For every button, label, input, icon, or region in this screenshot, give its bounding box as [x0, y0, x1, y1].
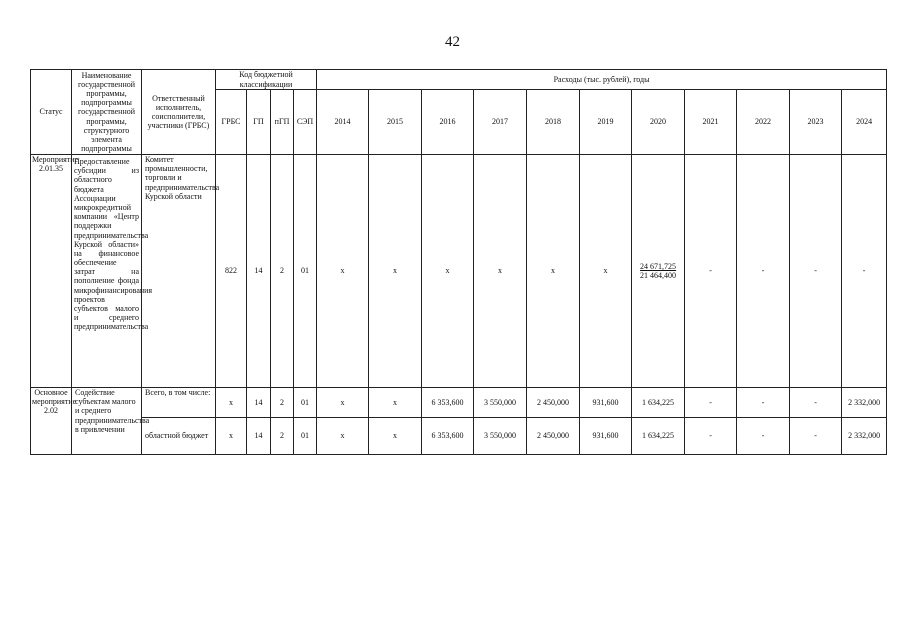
value-2020-new: 21 464,400	[640, 271, 677, 280]
row-status: Основное мероприятие 2.02	[31, 388, 72, 455]
row-value: -	[737, 418, 790, 455]
header-responsible: Ответственный исполнитель, соисполнители, участники (ГРБС)	[142, 70, 216, 155]
header-year: 2021	[685, 90, 737, 155]
header-code-group: Код бюджетной классификации	[216, 70, 317, 90]
header-year: 2022	[737, 90, 790, 155]
row-code-gp: 14	[247, 155, 271, 388]
row-value: 6 353,600	[422, 418, 474, 455]
header-year: 2017	[474, 90, 527, 155]
row-code-pgp: 2	[271, 155, 294, 388]
row-code-pgp: 2	[271, 418, 294, 455]
header-code-gp: ГП	[247, 90, 271, 155]
row-value: -	[737, 388, 790, 418]
row-value: 2 332,000	[842, 418, 887, 455]
header-year: 2019	[580, 90, 632, 155]
row-responsible: Комитет промышленности, торговли и предпринимательства Курской области	[142, 155, 216, 388]
header-code-pgp: пГП	[271, 90, 294, 155]
row-code-grbs: x	[216, 388, 247, 418]
header-year: 2014	[317, 90, 369, 155]
row-value: 3 550,000	[474, 388, 527, 418]
row-value: -	[685, 418, 737, 455]
row-responsible: Всего, в том числе:	[142, 388, 216, 418]
row-value: 2 332,000	[842, 388, 887, 418]
header-year: 2023	[790, 90, 842, 155]
header-name: Наименование государственной программы, подпрограммы государственной программы, структурного элемента подпрограммы	[72, 70, 142, 155]
row-value: -	[737, 155, 790, 388]
row-value: -	[790, 388, 842, 418]
row-value: x	[317, 155, 369, 388]
row-value: x	[369, 418, 422, 455]
row-name: Предоставление субсидии из областного бюджета Ассоциации микрокредитной компании «Центр поддержки предпринимательства Курской области» на финансовое обеспечение затрат на пополнение фонда микрофинансирования проектов субъектов малого и среднего предпринимательства	[72, 155, 142, 388]
row-value: x	[369, 388, 422, 418]
row-value: x	[317, 388, 369, 418]
row-code-sep: 01	[294, 155, 317, 388]
row-code-grbs: 822	[216, 155, 247, 388]
page-number: 42	[445, 34, 460, 50]
header-year: 2015	[369, 90, 422, 155]
row-value: x	[474, 155, 527, 388]
header-year: 2016	[422, 90, 474, 155]
row-value: x	[369, 155, 422, 388]
row-value: 931,600	[580, 388, 632, 418]
row-code-grbs: x	[216, 418, 247, 455]
header-code-grbs: ГРБС	[216, 90, 247, 155]
row-value: 6 353,600	[422, 388, 474, 418]
row-status: Мероприятие 2.01.35	[31, 155, 72, 388]
row-code-sep: 01	[294, 388, 317, 418]
row-value: 3 550,000	[474, 418, 527, 455]
row-code-sep: 01	[294, 418, 317, 455]
table-row	[31, 418, 887, 455]
row-value: x	[317, 418, 369, 455]
header-code-sep: СЭП	[294, 90, 317, 155]
row-value: 2 450,000	[527, 388, 580, 418]
row-name: Содействие субъектам малого и среднего предпринимательства в привлечении	[72, 388, 142, 455]
row-responsible: областной бюджет	[142, 418, 216, 455]
row-value: 931,600	[580, 418, 632, 455]
row-value: x	[580, 155, 632, 388]
row-value-2020	[632, 155, 685, 388]
table-row	[31, 155, 887, 388]
row-value: 1 634,225	[632, 418, 685, 455]
budget-table	[30, 69, 887, 455]
row-value: -	[790, 418, 842, 455]
value-2020-old: 24 671,725	[640, 261, 677, 271]
row-value: 1 634,225	[632, 388, 685, 418]
row-value: x	[527, 155, 580, 388]
row-value: -	[685, 388, 737, 418]
row-code-gp: 14	[247, 418, 271, 455]
row-value: x	[422, 155, 474, 388]
row-code-pgp: 2	[271, 388, 294, 418]
table-row	[31, 388, 887, 418]
header-year: 2024	[842, 90, 887, 155]
header-year: 2018	[527, 90, 580, 155]
header-expenses-group: Расходы (тыс. рублей), годы	[317, 70, 887, 90]
row-value: -	[842, 155, 887, 388]
header-year: 2020	[632, 90, 685, 155]
row-value: -	[685, 155, 737, 388]
row-value: -	[790, 155, 842, 388]
header-status: Статус	[31, 70, 72, 155]
row-value: 2 450,000	[527, 418, 580, 455]
header-row-1	[31, 70, 887, 90]
row-code-gp: 14	[247, 388, 271, 418]
